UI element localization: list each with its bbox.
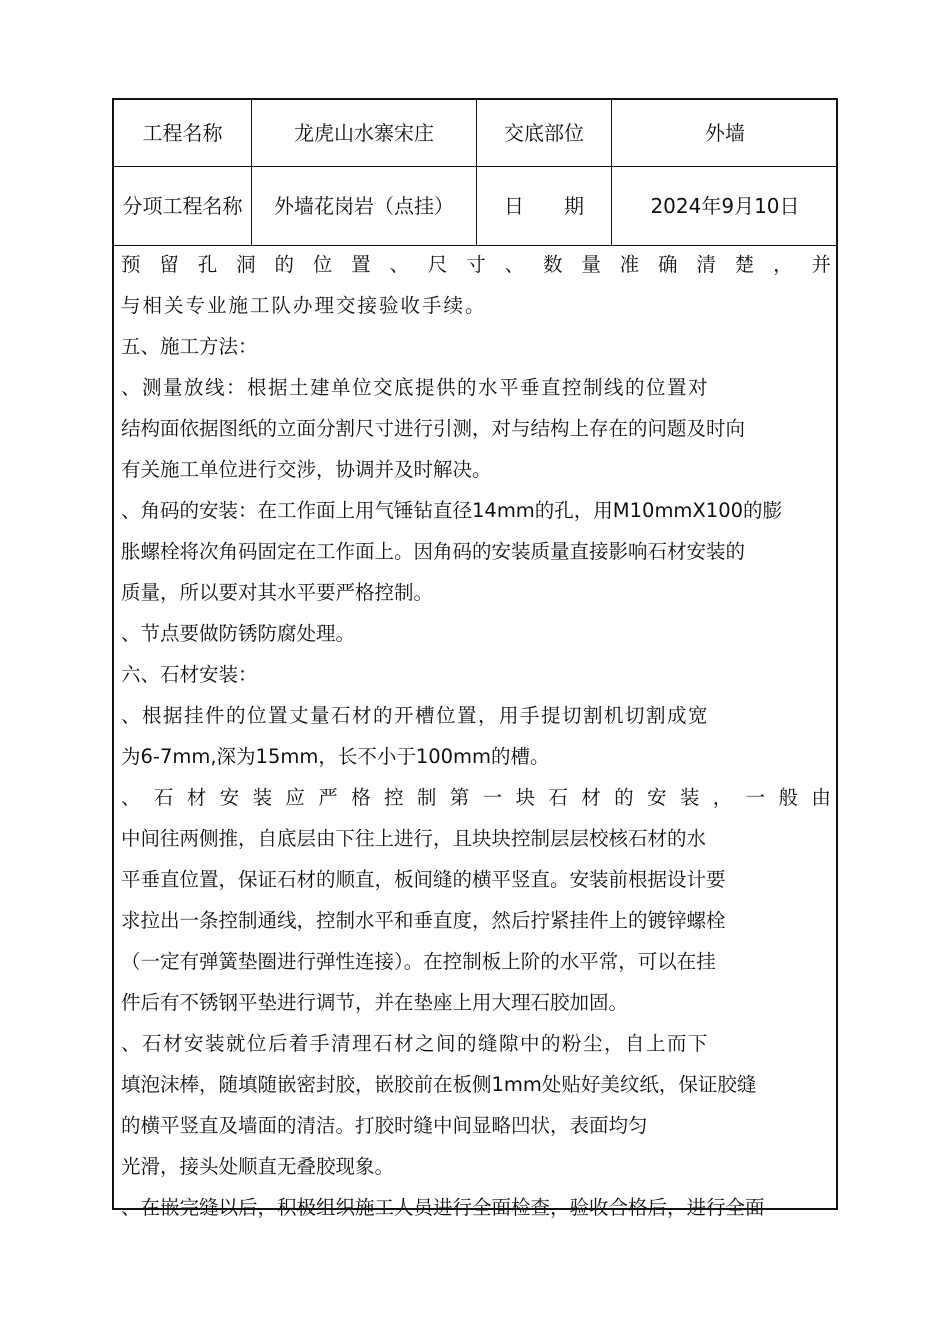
content-line: （一定有弹簧垫圈进行弹性连接）。在控制板上阶的水平常，可以在挂 bbox=[121, 950, 716, 973]
sub-project-label: 分项工程名称 bbox=[122, 194, 243, 218]
content-line: 、 石 材 安 装 应 严 格 控 制 第 一 块 石 材 的 安 装 ， 一 般 由 bbox=[121, 786, 831, 809]
content-line: 、节点要做防锈防腐处理。 bbox=[121, 622, 356, 645]
part-value: 外墙 bbox=[705, 121, 745, 145]
content-line: 件后有不锈钢平垫进行调节，并在垫座上用大理石胶加固。 bbox=[121, 991, 629, 1014]
date-label: 日 期 bbox=[504, 194, 584, 218]
content-line: 与相关专业施工队办理交接验收手续。 bbox=[121, 294, 487, 317]
content-line: 填泡沫棒，随填随嵌密封胶，嵌胶前在板侧1mm处贴好美纹纸，保证胶缝 bbox=[121, 1073, 757, 1096]
content-line: 平垂直位置，保证石材的顺直，板间缝的横平竖直。安装前根据设计要 bbox=[121, 868, 726, 891]
content-line: 、角码的安装：在工作面上用气锤钻直径14mm的孔，用M10mmX100的膨 bbox=[121, 499, 783, 522]
part-label: 交底部位 bbox=[504, 121, 584, 145]
content-line: 的横平竖直及墙面的清洁。打胶时缝中间显略凹状，表面均匀 bbox=[121, 1114, 648, 1137]
content-line: 中间往两侧推，自底层由下往上进行，且块块控制层层校核石材的水 bbox=[121, 827, 707, 850]
project-name-label: 工程名称 bbox=[142, 121, 223, 145]
content-line: 质量，所以要对其水平要严格控制。 bbox=[121, 581, 434, 604]
content-line: 胀螺栓将次角码固定在工作面上。因角码的安装质量直接影响石材安装的 bbox=[121, 540, 746, 563]
section-heading: 六、石材安装： bbox=[121, 663, 258, 686]
content-line: 为6-7mm,深为15mm，长不小于100mm的槽。 bbox=[121, 745, 550, 768]
content-line: 有关施工单位进行交涉，协调并及时解决。 bbox=[121, 458, 492, 481]
date-value: 2024年9月10日 bbox=[650, 194, 800, 218]
content-line: 结构面依据图纸的立面分割尺寸进行引测，对与结构上存在的问题及时向 bbox=[121, 417, 746, 440]
content-line: 求拉出一条控制通线，控制水平和垂直度，然后拧紧挂件上的镀锌螺栓 bbox=[121, 909, 726, 932]
content-line: 光滑，接头处顺直无叠胶现象。 bbox=[121, 1155, 395, 1178]
content-line: 、根据挂件的位置丈量石材的开槽位置，用手提切割机切割成宽 bbox=[121, 704, 710, 727]
project-name-value: 龙虎山水寨宋庄 bbox=[294, 121, 434, 145]
section-heading: 五、施工方法： bbox=[121, 335, 258, 358]
content-body bbox=[121, 244, 831, 1228]
content-line: 、测量放线：根据土建单位交底提供的水平垂直控制线的位置对 bbox=[121, 376, 710, 399]
sub-project-value: 外墙花岗岩（点挂） bbox=[274, 194, 454, 218]
content-line: 、在嵌完缝以后，积极组织施工人员进行全面检查，验收合格后，进行全面 bbox=[121, 1196, 765, 1219]
content-line: 、石材安装就位后着手清理石材之间的缝隙中的粉尘，自上而下 bbox=[121, 1032, 710, 1055]
content-line: 预 留 孔 洞 的 位 置 、 尺 寸 、 数 量 准 确 清 楚 ， 并 bbox=[121, 253, 831, 276]
